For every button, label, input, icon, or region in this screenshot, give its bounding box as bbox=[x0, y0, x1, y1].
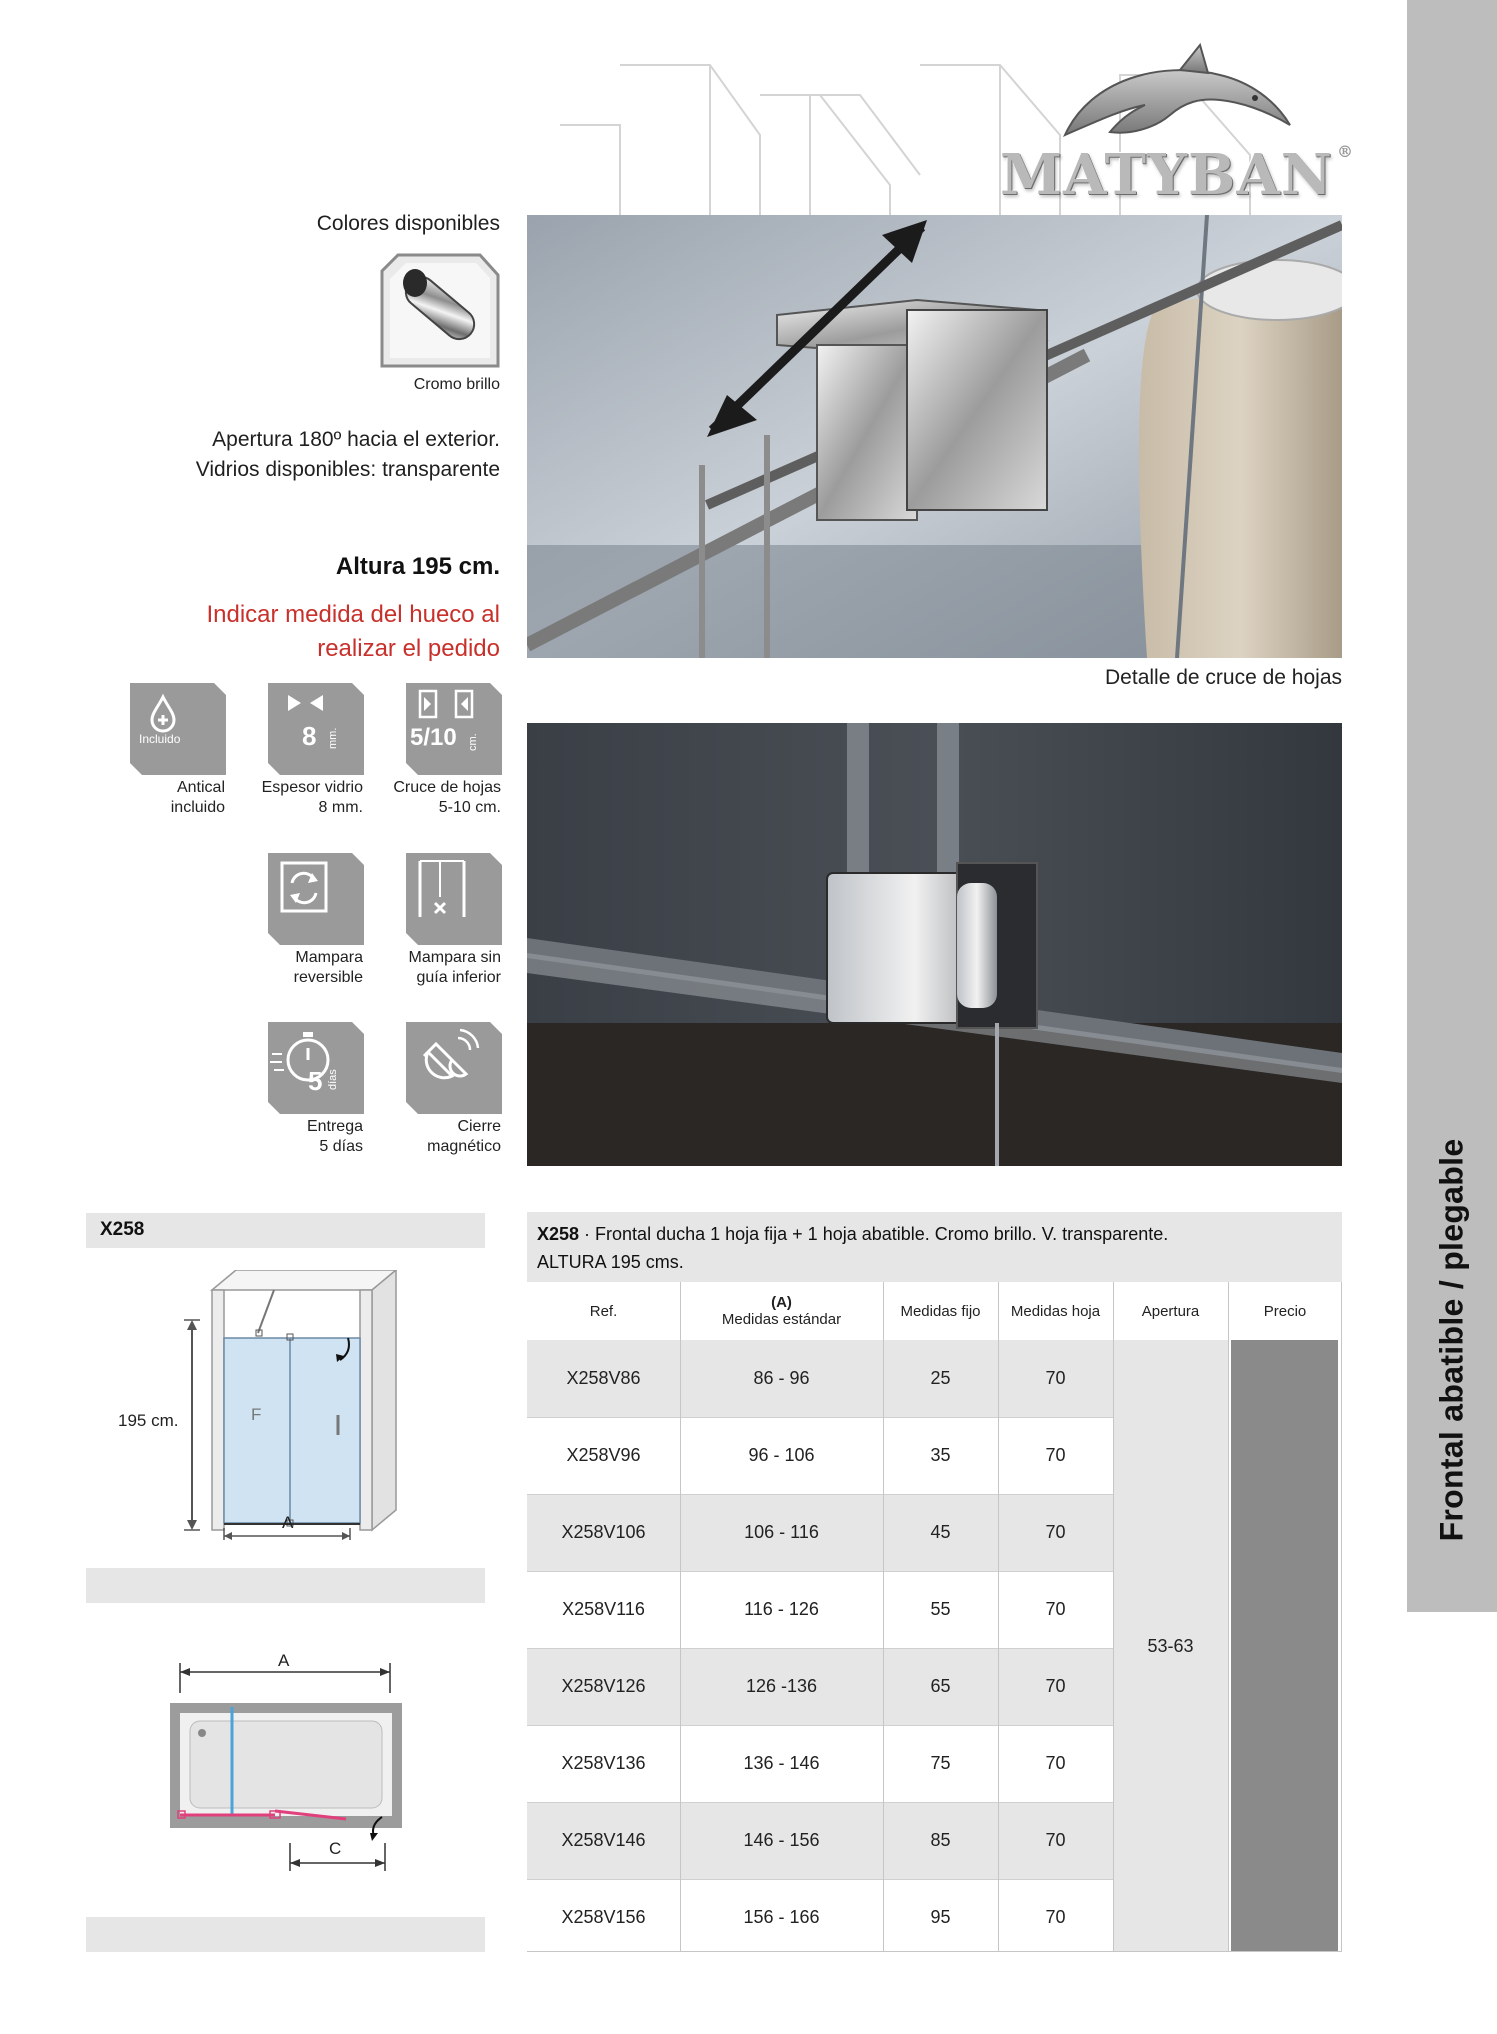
table-cell-medidas: 116 - 126 bbox=[744, 1599, 819, 1619]
column-header-ref: Ref. bbox=[527, 1282, 680, 1340]
table-row bbox=[527, 1340, 1113, 1417]
svg-text:5/10: 5/10 bbox=[410, 724, 457, 751]
table-cell-fijo: 95 bbox=[930, 1907, 951, 1927]
plan-view-diagram bbox=[160, 1645, 410, 1875]
table-row bbox=[527, 1725, 1113, 1802]
feature-caption: Antical incluido bbox=[170, 779, 225, 816]
plan-opening-label: C bbox=[329, 1839, 342, 1858]
table-cell-hoja: 70 bbox=[1045, 1368, 1066, 1388]
no-bottom-guide-icon bbox=[406, 853, 502, 945]
detail-photo bbox=[527, 215, 1342, 658]
table-cell-medidas: 156 - 166 bbox=[743, 1907, 820, 1927]
table-row bbox=[527, 1802, 1113, 1879]
table-title-text: · Frontal ducha 1 hoja fija + 1 hoja abatible. Cromo brillo. V. transparente. bbox=[579, 1224, 1169, 1244]
table-cell-fijo: 45 bbox=[930, 1522, 951, 1542]
table-cell-hoja: 70 bbox=[1045, 1676, 1066, 1696]
table-cell-fijo: 75 bbox=[930, 1753, 951, 1773]
table-cell-fijo: 25 bbox=[930, 1368, 951, 1388]
table-cell-medidas: 106 - 116 bbox=[744, 1522, 819, 1542]
feature-caption: Mampara sin guía inferior bbox=[408, 949, 501, 986]
feature-caption: Espesor vidrio 8 mm. bbox=[261, 779, 363, 816]
column-header-medidas: (A) Medidas estándar bbox=[680, 1282, 883, 1340]
table-cell-hoja: 70 bbox=[1045, 1522, 1066, 1542]
table-row bbox=[527, 1571, 1113, 1648]
spacer-bar-bottom bbox=[86, 1917, 485, 1952]
side-tab-label: Frontal abatible / plegable bbox=[1433, 1138, 1470, 1542]
model-code: X258 bbox=[100, 1219, 145, 1240]
column-divider bbox=[1228, 1282, 1229, 1952]
table-cell-fijo: 55 bbox=[930, 1599, 951, 1619]
feature-caption: Mampara reversible bbox=[293, 949, 363, 986]
feature-caption: Cruce de hojas 5-10 cm. bbox=[393, 779, 501, 816]
feature-caption: Cierre magnético bbox=[427, 1118, 501, 1155]
table-cell-hoja: 70 bbox=[1045, 1907, 1066, 1927]
svg-text:días: días bbox=[327, 1069, 339, 1090]
order-note: Indicar medida del hueco al realizar el pedido bbox=[206, 601, 500, 662]
table-title-line2: ALTURA 195 cms. bbox=[537, 1252, 684, 1272]
column-divider bbox=[883, 1282, 884, 1952]
table-cell-hoja: 70 bbox=[1045, 1599, 1066, 1619]
table-row bbox=[527, 1879, 1113, 1956]
detail-photo-caption: Detalle de cruce de hojas bbox=[1105, 666, 1342, 689]
table-cell-hoja: 70 bbox=[1045, 1830, 1066, 1850]
hinge-photo bbox=[527, 723, 1342, 1166]
table-bottom-border bbox=[527, 1951, 1342, 1952]
brand-logo: MATYBAN ® bbox=[1000, 142, 1354, 208]
table-cell-ref: X258V126 bbox=[561, 1676, 646, 1696]
anti-limescale-drop-icon bbox=[130, 683, 226, 775]
table-cell-medidas: 126 -136 bbox=[745, 1676, 818, 1696]
row-divider bbox=[527, 1417, 1113, 1418]
model-bar bbox=[86, 1213, 485, 1248]
table-cell-ref: X258V86 bbox=[566, 1368, 641, 1388]
table-cell-fijo: 35 bbox=[930, 1445, 951, 1465]
fixed-panel-label: F bbox=[251, 1405, 262, 1424]
table-title bbox=[527, 1212, 1342, 1282]
table-cell-ref: X258V106 bbox=[561, 1522, 646, 1542]
svg-text:5: 5 bbox=[308, 1066, 323, 1096]
height-label: Altura 195 cm. bbox=[335, 553, 500, 580]
column-header-fijo: Medidas fijo bbox=[883, 1282, 998, 1340]
column-header-hoja: Medidas hoja bbox=[998, 1282, 1113, 1340]
table-cell-fijo: 85 bbox=[930, 1830, 951, 1850]
table-row bbox=[527, 1417, 1113, 1494]
column-divider bbox=[680, 1282, 681, 1952]
glass-thickness-icon bbox=[268, 683, 364, 775]
table-cell-fijo: 65 bbox=[930, 1676, 951, 1696]
row-divider bbox=[527, 1879, 1113, 1880]
delivery-timer-icon bbox=[268, 1022, 364, 1114]
table-cell-medidas: 146 - 156 bbox=[743, 1830, 820, 1850]
width-dimension-label: A bbox=[282, 1513, 294, 1532]
table-cell-medidas: 96 - 106 bbox=[748, 1445, 815, 1465]
svg-text:cm.: cm. bbox=[467, 733, 479, 751]
panel-overlap-icon bbox=[406, 683, 502, 775]
column-divider bbox=[998, 1282, 999, 1952]
table-title-code: X258 bbox=[537, 1224, 580, 1244]
height-dimension-label: 195 cm. bbox=[118, 1411, 179, 1430]
table-cell-ref: X258V156 bbox=[561, 1907, 646, 1927]
spacer-bar bbox=[86, 1568, 485, 1603]
svg-text:mm.: mm. bbox=[327, 727, 339, 749]
price-column-blank bbox=[1231, 1340, 1338, 1952]
column-divider bbox=[1113, 1282, 1114, 1952]
table-row bbox=[527, 1494, 1113, 1571]
apertura-value: 53-63 bbox=[1113, 1340, 1228, 1952]
product-description bbox=[180, 425, 500, 485]
table-cell-ref: X258V136 bbox=[561, 1753, 646, 1773]
table-cell-ref: X258V96 bbox=[566, 1445, 641, 1465]
swatch-caption: Cromo brillo bbox=[413, 376, 500, 393]
description-line2: Vidrios disponibles: transparente bbox=[195, 458, 500, 481]
column-header-precio: Precio bbox=[1228, 1282, 1342, 1340]
svg-text:8: 8 bbox=[302, 721, 317, 751]
table-cell-hoja: 70 bbox=[1045, 1445, 1066, 1465]
svg-text:Incluido: Incluido bbox=[139, 732, 181, 746]
table-cell-medidas: 86 - 96 bbox=[753, 1368, 810, 1388]
row-divider bbox=[527, 1802, 1113, 1803]
table-cell-ref: X258V146 bbox=[561, 1830, 646, 1850]
feature-caption: Entrega 5 días bbox=[306, 1118, 363, 1155]
table-cell-hoja: 70 bbox=[1045, 1753, 1066, 1773]
row-divider bbox=[527, 1571, 1113, 1572]
magnetic-closure-icon bbox=[406, 1022, 502, 1114]
table-cell-ref: X258V116 bbox=[562, 1599, 645, 1619]
dolphin-logo-icon bbox=[1050, 40, 1300, 150]
chrome-swatch-icon bbox=[380, 253, 500, 368]
table-cell-medidas: 136 - 146 bbox=[743, 1753, 820, 1773]
column-header-apertura: Apertura bbox=[1113, 1282, 1228, 1340]
row-divider bbox=[527, 1725, 1113, 1726]
colors-title: Colores disponibles bbox=[316, 212, 500, 235]
table-row bbox=[527, 1648, 1113, 1725]
reversible-icon bbox=[268, 853, 364, 945]
row-divider bbox=[527, 1648, 1113, 1649]
row-divider bbox=[527, 1494, 1113, 1495]
description-line1: Apertura 180º hacia el exterior. bbox=[212, 428, 500, 451]
column-divider bbox=[1341, 1282, 1342, 1952]
plan-width-label: A bbox=[278, 1651, 290, 1670]
